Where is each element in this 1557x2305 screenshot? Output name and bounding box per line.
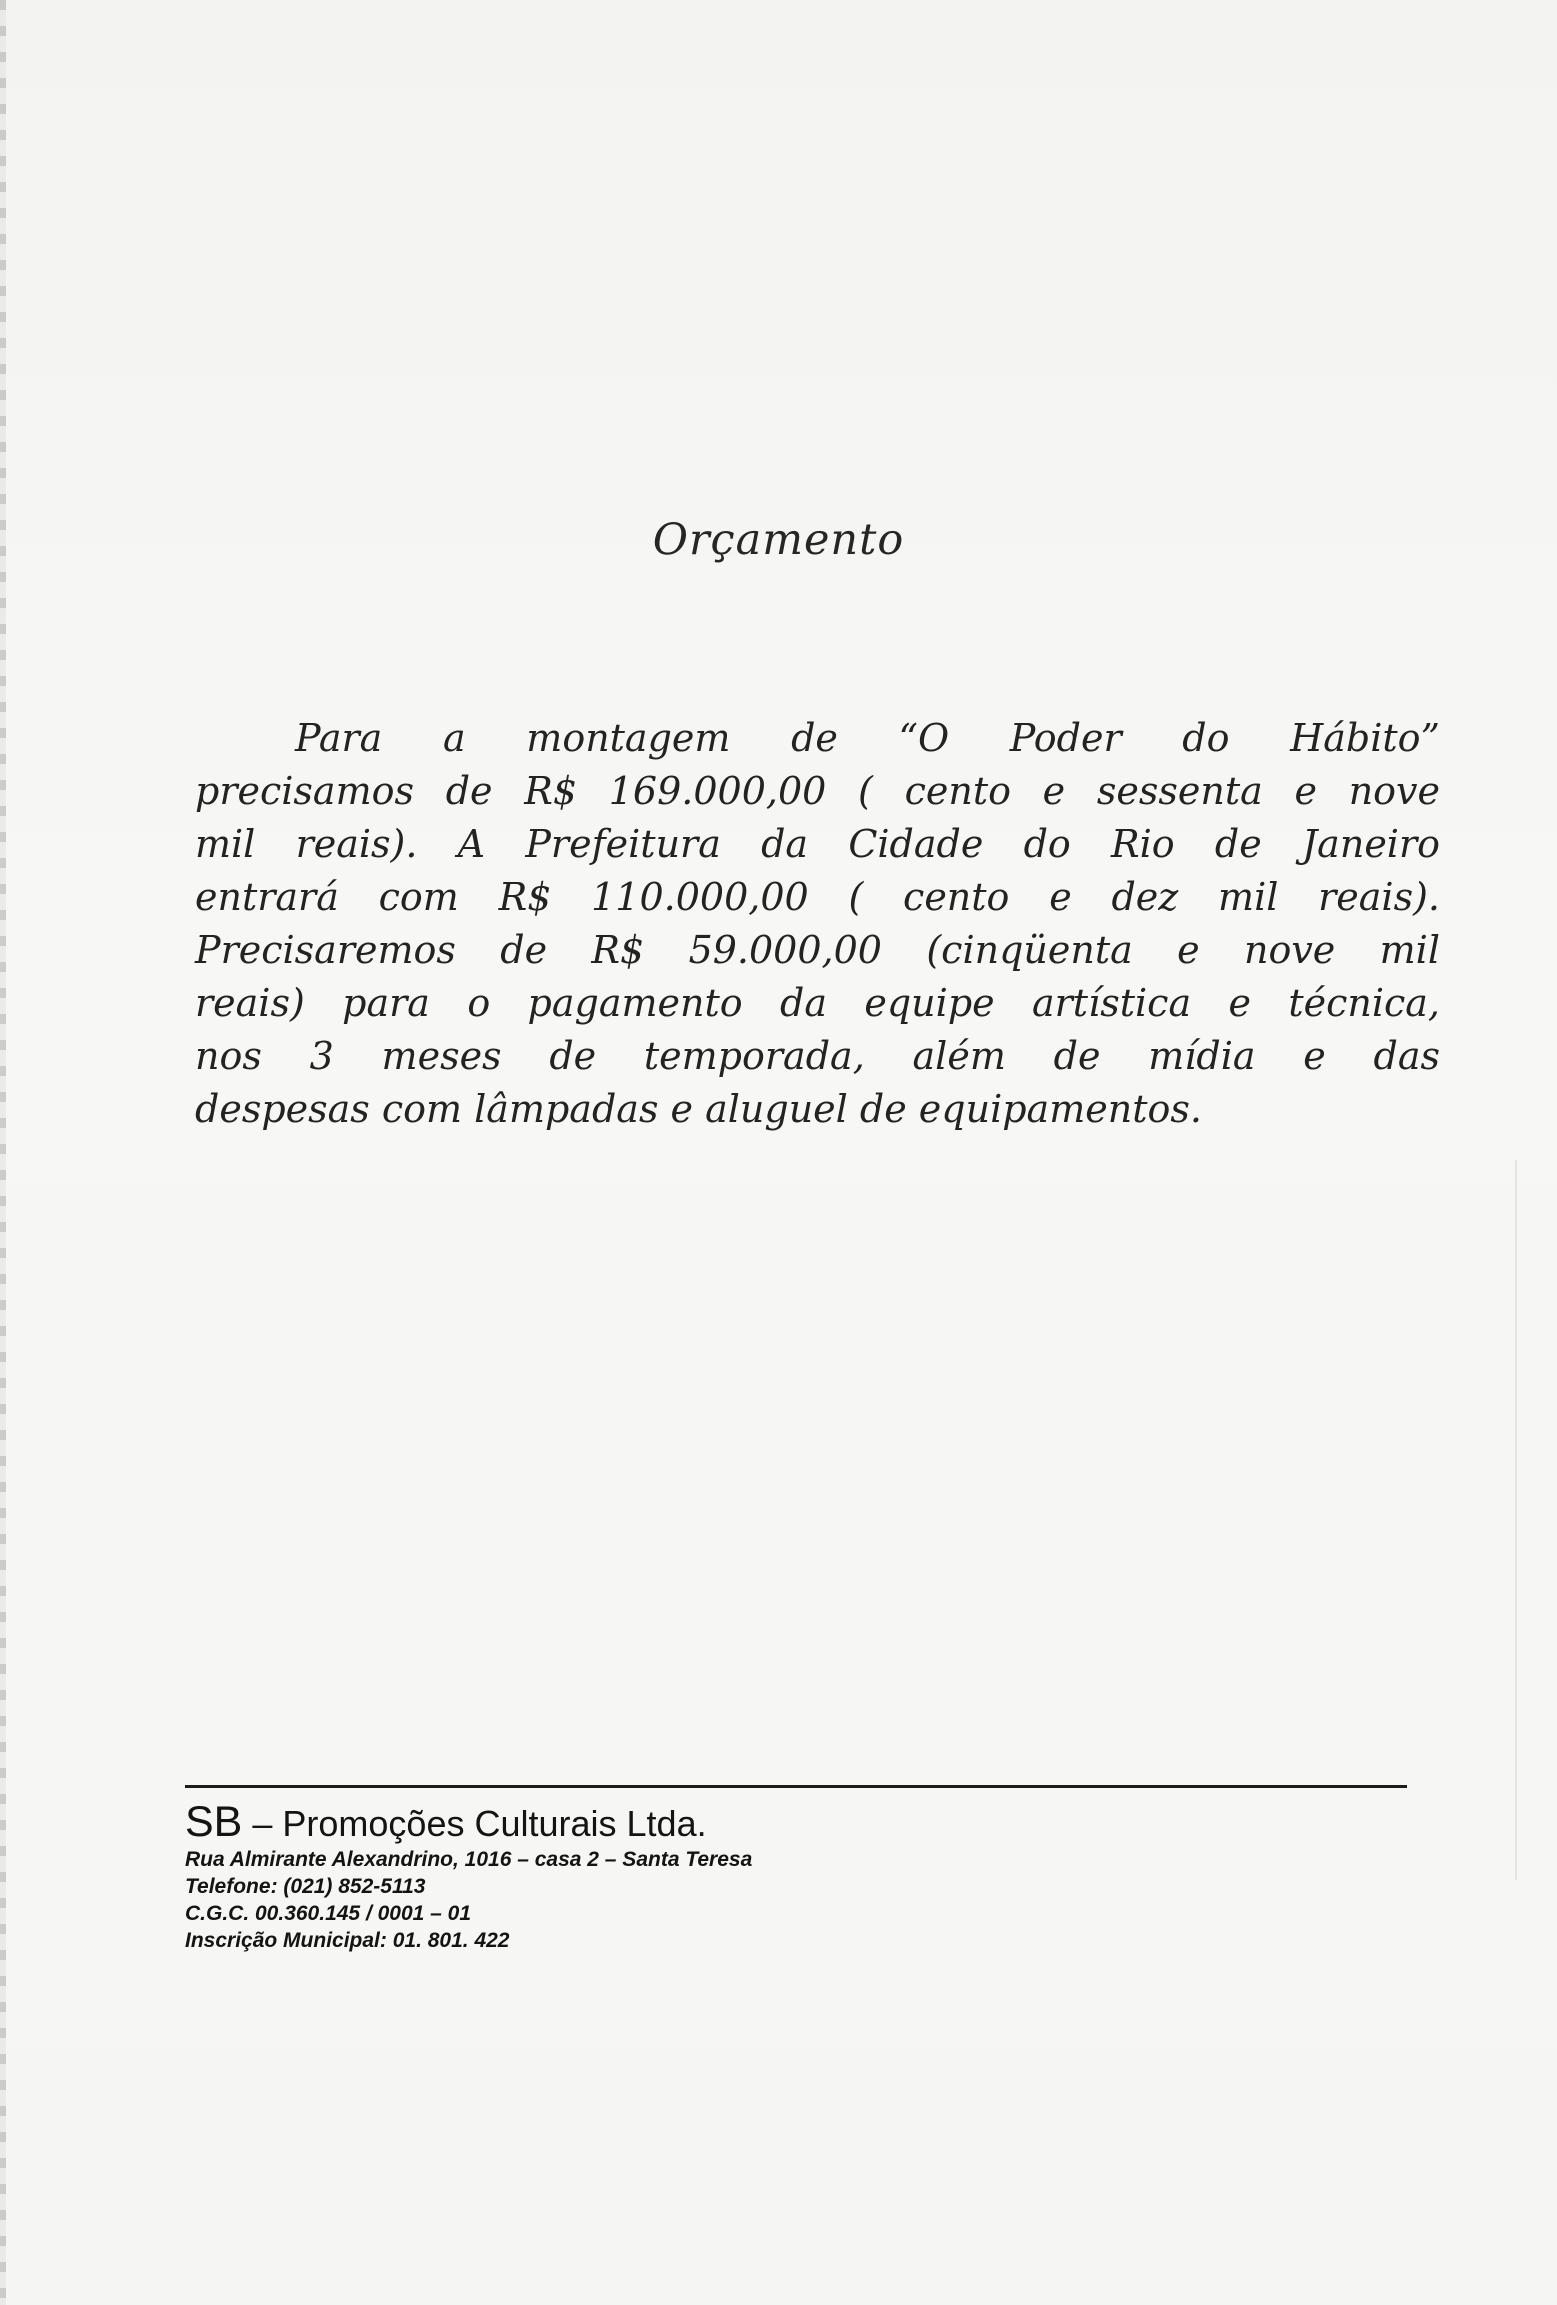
company-name-rest: – Promoções Culturais Ltda. <box>242 1803 707 1844</box>
company-address: Rua Almirante Alexandrino, 1016 – casa 2 – Santa Teresa <box>185 1848 753 1871</box>
body-line: despesas com lâmpadas e aluguel de equipamentos. <box>195 1087 1202 1131</box>
binding-edge <box>0 0 6 2305</box>
page-shadow-line <box>1515 1160 1517 1880</box>
company-footer <box>185 1800 752 1954</box>
body-paragraph <box>195 712 1440 1136</box>
company-cgc: C.G.C. 00.360.145 / 0001 – 01 <box>185 1902 472 1925</box>
company-prefix: SB <box>185 1798 243 1846</box>
body-line: Para a montagem de “O Poder do Hábito” <box>295 716 1440 760</box>
body-line: nos 3 meses de temporada, além de mídia e das <box>195 1034 1440 1078</box>
company-municipal-registration: Inscrição Municipal: 01. 801. 422 <box>185 1929 510 1952</box>
body-line: entrará com R$ 110.000,00 ( cento e dez mil reais). <box>195 875 1440 919</box>
company-name <box>185 1800 752 1846</box>
body-line: mil reais). A Prefeitura da Cidade do Rio de Janeiro <box>195 822 1440 866</box>
footer-divider <box>185 1785 1407 1788</box>
body-line: precisamos de R$ 169.000,00 ( cento e sessenta e nove <box>195 769 1440 813</box>
body-line: Precisaremos de R$ 59.000,00 (cinqüenta e nove mil <box>195 928 1440 972</box>
body-line: reais) para o pagamento da equipe artística e técnica, <box>195 981 1440 1025</box>
company-phone: Telefone: (021) 852-5113 <box>185 1875 426 1898</box>
document-title: Orçamento <box>652 515 905 565</box>
